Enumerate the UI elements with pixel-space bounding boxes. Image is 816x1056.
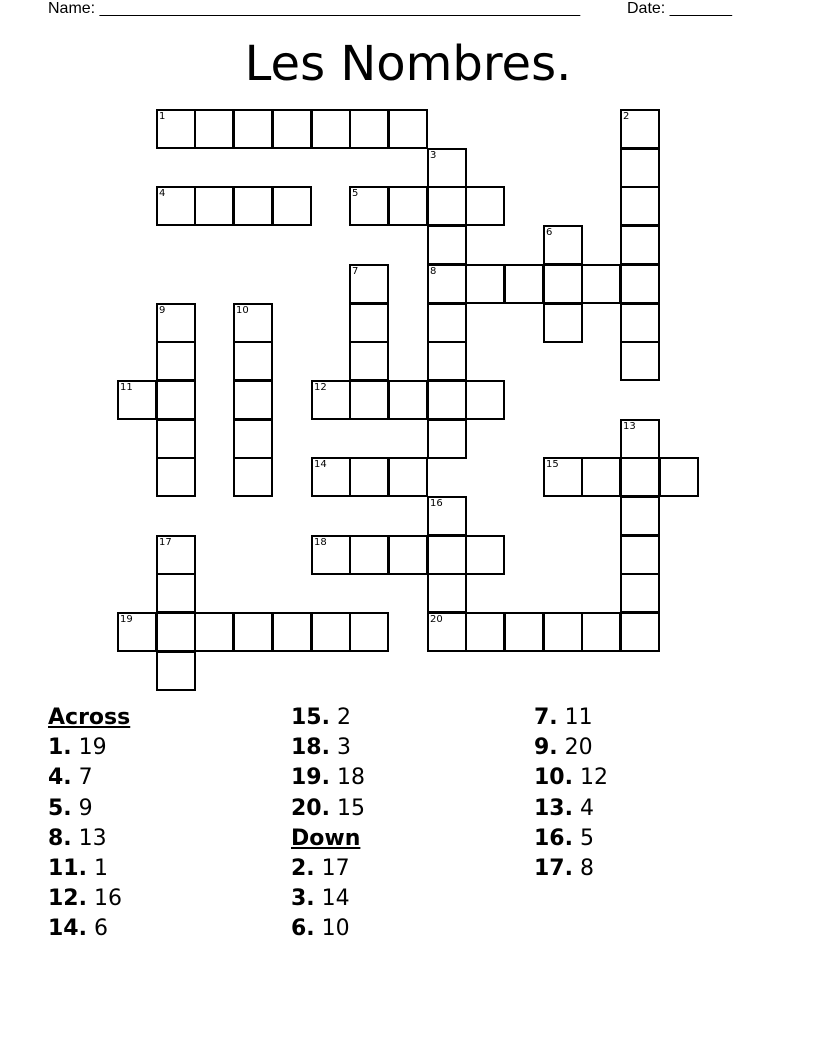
crossword-cell[interactable] <box>156 612 196 652</box>
crossword-cell[interactable] <box>156 535 196 575</box>
crossword-cell[interactable] <box>581 457 621 497</box>
crossword-cell[interactable] <box>117 380 157 420</box>
crossword-cell[interactable] <box>233 303 273 343</box>
clue-number: 1. <box>48 735 72 761</box>
crossword-cell[interactable] <box>156 109 196 149</box>
clue-text: 2 <box>336 705 351 730</box>
clue-text: 15 <box>336 795 365 821</box>
crossword-cell[interactable] <box>194 186 234 226</box>
crossword-cell[interactable] <box>427 186 467 226</box>
clue-number: 5. <box>48 795 72 821</box>
clue-down-17 <box>534 854 608 884</box>
crossword-cell[interactable] <box>233 419 273 459</box>
crossword-cell[interactable] <box>388 109 428 149</box>
crossword-cell[interactable] <box>465 186 505 226</box>
clue-number: 16. <box>534 825 573 851</box>
clue-text: 4 <box>579 795 594 821</box>
crossword-cell[interactable] <box>543 225 583 265</box>
clue-number: 20. <box>291 795 330 821</box>
clue-number: 18. <box>291 735 330 761</box>
across-heading: Across <box>48 705 131 730</box>
cell-number: 2 <box>623 111 630 122</box>
crossword-cell[interactable] <box>233 612 273 652</box>
clue-number: 17. <box>534 856 573 882</box>
cell-number: 12 <box>314 382 327 393</box>
crossword-cell[interactable] <box>349 303 389 343</box>
clue-down-7 <box>534 703 608 733</box>
clue-column-1 <box>48 703 130 945</box>
crossword-cell[interactable] <box>388 186 428 226</box>
clue-across-19 <box>291 763 365 793</box>
clue-number: 10. <box>534 765 573 791</box>
crossword-cell[interactable] <box>620 186 660 226</box>
clue-text: 19 <box>78 735 107 761</box>
clue-text: 20 <box>564 735 593 761</box>
clue-number: 12. <box>48 886 87 912</box>
crossword-cell[interactable] <box>349 109 389 149</box>
crossword-cell[interactable] <box>427 303 467 343</box>
crossword-cell[interactable] <box>156 573 196 613</box>
clue-across-12 <box>48 884 130 914</box>
crossword-cell[interactable] <box>543 612 583 652</box>
crossword-cell[interactable] <box>620 457 660 497</box>
crossword-cell[interactable] <box>349 264 389 304</box>
crossword-cell[interactable] <box>233 109 273 149</box>
crossword-cell[interactable] <box>465 380 505 420</box>
cell-number: 7 <box>352 266 359 277</box>
cell-number: 4 <box>159 188 166 199</box>
clue-column-3 <box>534 703 608 884</box>
clue-text: 5 <box>579 825 594 851</box>
clue-number: 4. <box>48 765 72 791</box>
clue-text: 10 <box>321 916 350 942</box>
crossword-cell[interactable] <box>427 419 467 459</box>
cell-number: 3 <box>430 150 437 161</box>
clue-across-8 <box>48 824 130 854</box>
clue-number: 19. <box>291 765 330 791</box>
crossword-cell[interactable] <box>620 109 660 149</box>
crossword-cell[interactable] <box>659 457 699 497</box>
clue-text: 13 <box>78 825 107 851</box>
cell-number: 5 <box>352 188 359 199</box>
clue-text: 14 <box>321 886 350 912</box>
crossword-cell[interactable] <box>156 303 196 343</box>
clue-text: 8 <box>579 856 594 882</box>
clue-text: 16 <box>93 886 122 912</box>
crossword-cell[interactable] <box>427 225 467 265</box>
clue-text: 12 <box>579 765 608 791</box>
crossword-cell[interactable] <box>465 612 505 652</box>
clue-number: 3. <box>291 886 315 912</box>
cell-number: 14 <box>314 459 327 470</box>
cell-number: 9 <box>159 305 166 316</box>
clue-text: 18 <box>336 765 365 791</box>
clue-number: 13. <box>534 795 573 821</box>
clue-number: 2. <box>291 856 315 882</box>
down-heading: Down <box>291 825 361 851</box>
clue-text: 17 <box>321 856 350 882</box>
clue-across-11 <box>48 854 130 884</box>
cell-number: 16 <box>430 498 443 509</box>
page-title: Les Nombres. <box>244 36 572 92</box>
clue-number: 8. <box>48 825 72 851</box>
crossword-cell[interactable] <box>427 264 467 304</box>
clue-down-3 <box>291 884 365 914</box>
crossword-cell[interactable] <box>581 612 621 652</box>
crossword-cell[interactable] <box>311 535 351 575</box>
crossword-cell[interactable] <box>620 535 660 575</box>
cell-number: 18 <box>314 537 327 548</box>
cell-number: 20 <box>430 614 443 625</box>
clue-column-2 <box>291 703 365 945</box>
clue-down-6 <box>291 914 365 944</box>
crossword-cell[interactable] <box>427 612 467 652</box>
cell-number: 10 <box>236 305 249 316</box>
clue-across-14 <box>48 914 130 944</box>
crossword-cell[interactable] <box>311 457 351 497</box>
crossword-cell[interactable] <box>427 380 467 420</box>
clue-down-13 <box>534 794 608 824</box>
crossword-cell[interactable] <box>427 341 467 381</box>
crossword-cell[interactable] <box>427 573 467 613</box>
crossword-cell[interactable] <box>233 341 273 381</box>
clue-across-5 <box>48 794 130 824</box>
crossword-cell[interactable] <box>581 264 621 304</box>
crossword-cell[interactable] <box>620 303 660 343</box>
clue-text: 1 <box>93 856 108 882</box>
crossword-cell[interactable] <box>349 380 389 420</box>
crossword-cell[interactable] <box>543 264 583 304</box>
clue-text: 6 <box>93 916 108 942</box>
crossword-cell[interactable] <box>233 457 273 497</box>
crossword-cell[interactable] <box>620 612 660 652</box>
crossword-cell[interactable] <box>427 496 467 536</box>
crossword-cell[interactable] <box>233 186 273 226</box>
clue-number: 6. <box>291 916 315 942</box>
crossword-cell[interactable] <box>349 186 389 226</box>
crossword-cell[interactable] <box>349 457 389 497</box>
crossword-cell[interactable] <box>311 612 351 652</box>
clue-across-15 <box>291 703 365 733</box>
cell-number: 13 <box>623 421 636 432</box>
crossword-cell[interactable] <box>427 148 467 188</box>
crossword-cell[interactable] <box>504 612 544 652</box>
crossword-cell[interactable] <box>543 303 583 343</box>
crossword-cell[interactable] <box>349 341 389 381</box>
clue-across-20 <box>291 794 365 824</box>
clue-across-18 <box>291 733 365 763</box>
crossword-cell[interactable] <box>388 457 428 497</box>
clue-across-1 <box>48 733 130 763</box>
crossword-cell[interactable] <box>349 535 389 575</box>
crossword-cell[interactable] <box>620 148 660 188</box>
clue-number: 15. <box>291 705 330 730</box>
crossword-cell[interactable] <box>543 457 583 497</box>
cell-number: 17 <box>159 537 172 548</box>
cell-number: 1 <box>159 111 166 122</box>
crossword-cell[interactable] <box>465 264 505 304</box>
crossword-cell[interactable] <box>388 380 428 420</box>
crossword-cell[interactable] <box>156 186 196 226</box>
clue-number: 7. <box>534 705 558 730</box>
cell-number: 8 <box>430 266 437 277</box>
clue-down-9 <box>534 733 608 763</box>
crossword-cell[interactable] <box>156 380 196 420</box>
crossword-cell[interactable] <box>465 535 505 575</box>
crossword-cell[interactable] <box>272 612 312 652</box>
crossword-cell[interactable] <box>272 186 312 226</box>
crossword-cell[interactable] <box>349 612 389 652</box>
crossword-cell[interactable] <box>504 264 544 304</box>
clue-down-16 <box>534 824 608 854</box>
crossword-cell[interactable] <box>156 651 196 691</box>
clue-number: 14. <box>48 916 87 942</box>
date-line[interactable]: Date: _______ <box>627 0 732 17</box>
clue-text: 7 <box>78 765 93 791</box>
clue-text: 3 <box>336 735 351 761</box>
clue-down-10 <box>534 763 608 793</box>
crossword-cell[interactable] <box>194 612 234 652</box>
crossword-cell[interactable] <box>620 341 660 381</box>
crossword-cell[interactable] <box>194 109 234 149</box>
cell-number: 15 <box>546 459 559 470</box>
clue-number: 11. <box>48 856 87 882</box>
crossword-cell[interactable] <box>311 380 351 420</box>
crossword-cell[interactable] <box>272 109 312 149</box>
cell-number: 11 <box>120 382 133 393</box>
crossword-cell[interactable] <box>156 457 196 497</box>
clue-number: 9. <box>534 735 558 761</box>
crossword-cell[interactable] <box>427 535 467 575</box>
crossword-cell[interactable] <box>156 341 196 381</box>
crossword-cell[interactable] <box>233 380 273 420</box>
crossword-cell[interactable] <box>620 419 660 459</box>
crossword-cell[interactable] <box>620 264 660 304</box>
clue-down-2 <box>291 854 365 884</box>
crossword-cell[interactable] <box>620 225 660 265</box>
cell-number: 19 <box>120 614 133 625</box>
crossword-cell[interactable] <box>620 496 660 536</box>
cell-number: 6 <box>546 227 553 238</box>
crossword-cell[interactable] <box>156 419 196 459</box>
clue-across-4 <box>48 763 130 793</box>
crossword-cell[interactable] <box>117 612 157 652</box>
clue-text: 9 <box>78 795 93 821</box>
clue-text: 11 <box>564 705 593 730</box>
crossword-cell[interactable] <box>388 535 428 575</box>
name-line[interactable]: Name: ______________________________________________________ <box>48 0 581 17</box>
crossword-cell[interactable] <box>620 573 660 613</box>
crossword-cell[interactable] <box>311 109 351 149</box>
